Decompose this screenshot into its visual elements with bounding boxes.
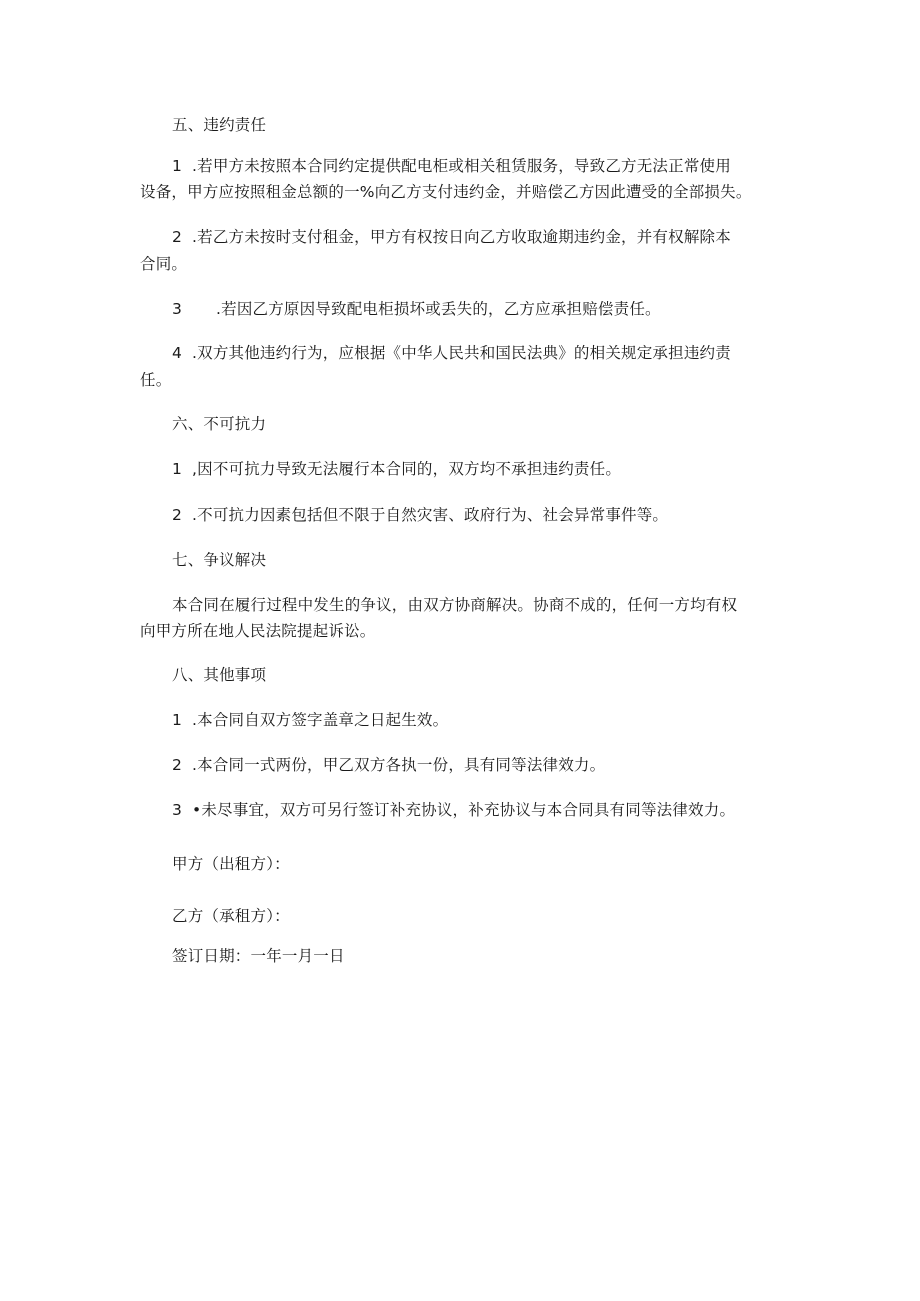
clause-5-4-line2: 任。 (140, 371, 172, 389)
clause-text: .双方其他违约行为，应根据《中华人民共和国民法典》的相关规定承担违约责 (192, 344, 731, 362)
clause-text: .若甲方未按照本合同约定提供配电柜或相关租赁服务，导致乙方无法正常使用 (192, 157, 731, 175)
clause-number: 1 (172, 460, 183, 478)
clause-number: 3 (172, 300, 183, 318)
clause-5-2-line2: 合同。 (140, 255, 188, 273)
section-heading-other: 八、其他事项 (172, 666, 267, 684)
clause-number: 4 (172, 344, 183, 362)
section-heading-force-majeure: 六、不可抗力 (172, 415, 267, 433)
dispute-line1: 本合同在履行过程中发生的争议，由双方协商解决。协商不成的，任何一方均有权 (172, 596, 738, 614)
section-heading-dispute: 七、争议解决 (172, 551, 267, 569)
clause-number: 2 (172, 506, 183, 524)
clause-text: .若乙方未按时支付租金，甲方有权按日向乙方收取逾期违约金，并有权解除本 (192, 228, 731, 246)
clause-text: .不可抗力因素包括但不限于自然灾害、政府行为、社会异常事件等。 (192, 506, 669, 524)
clause-number: 2 (172, 228, 183, 246)
clause-number: 2 (172, 756, 183, 774)
clause-text: ,因不可抗力导致无法履行本合同的，双方均不承担违约责任。 (192, 460, 622, 478)
clause-6-2-line1 (172, 504, 668, 526)
clause-8-3-line1 (172, 799, 735, 821)
dispute-line2: 向甲方所在地人民法院提起诉讼。 (140, 622, 376, 640)
signing-date-label: 签订日期：一年一月一日 (172, 947, 345, 965)
clause-5-4-line1 (172, 342, 731, 364)
clause-5-3-line1 (172, 298, 661, 320)
clause-5-2-line1 (172, 226, 731, 248)
clause-text: .本合同自双方签字盖章之日起生效。 (192, 711, 449, 729)
clause-6-1-line1 (172, 458, 621, 480)
clause-text: •未尽事宜，双方可另行签订补充协议，补充协议与本合同具有同等法律效力。 (192, 801, 736, 819)
clause-text: .若因乙方原因导致配电柜损坏或丢失的，乙方应承担赔偿责任。 (216, 300, 661, 318)
clause-number: 1 (172, 157, 183, 175)
party-a-signature-label: 甲方（出租方）： (172, 855, 290, 873)
clause-5-1-line2: 设备，甲方应按照租金总额的一%向乙方支付违约金，并赔偿乙方因此遭受的全部损失。 (140, 183, 752, 201)
section-heading-breach: 五、违约责任 (172, 116, 267, 134)
clause-8-1-line1 (172, 709, 448, 731)
party-b-signature-label: 乙方（承租方）： (172, 907, 290, 925)
clause-number: 1 (172, 711, 183, 729)
clause-8-2-line1 (172, 754, 605, 776)
clause-text: .本合同一式两份，甲乙双方各执一份，具有同等法律效力。 (192, 756, 606, 774)
clause-number: 3 (172, 801, 183, 819)
clause-5-1-line1 (172, 155, 731, 177)
